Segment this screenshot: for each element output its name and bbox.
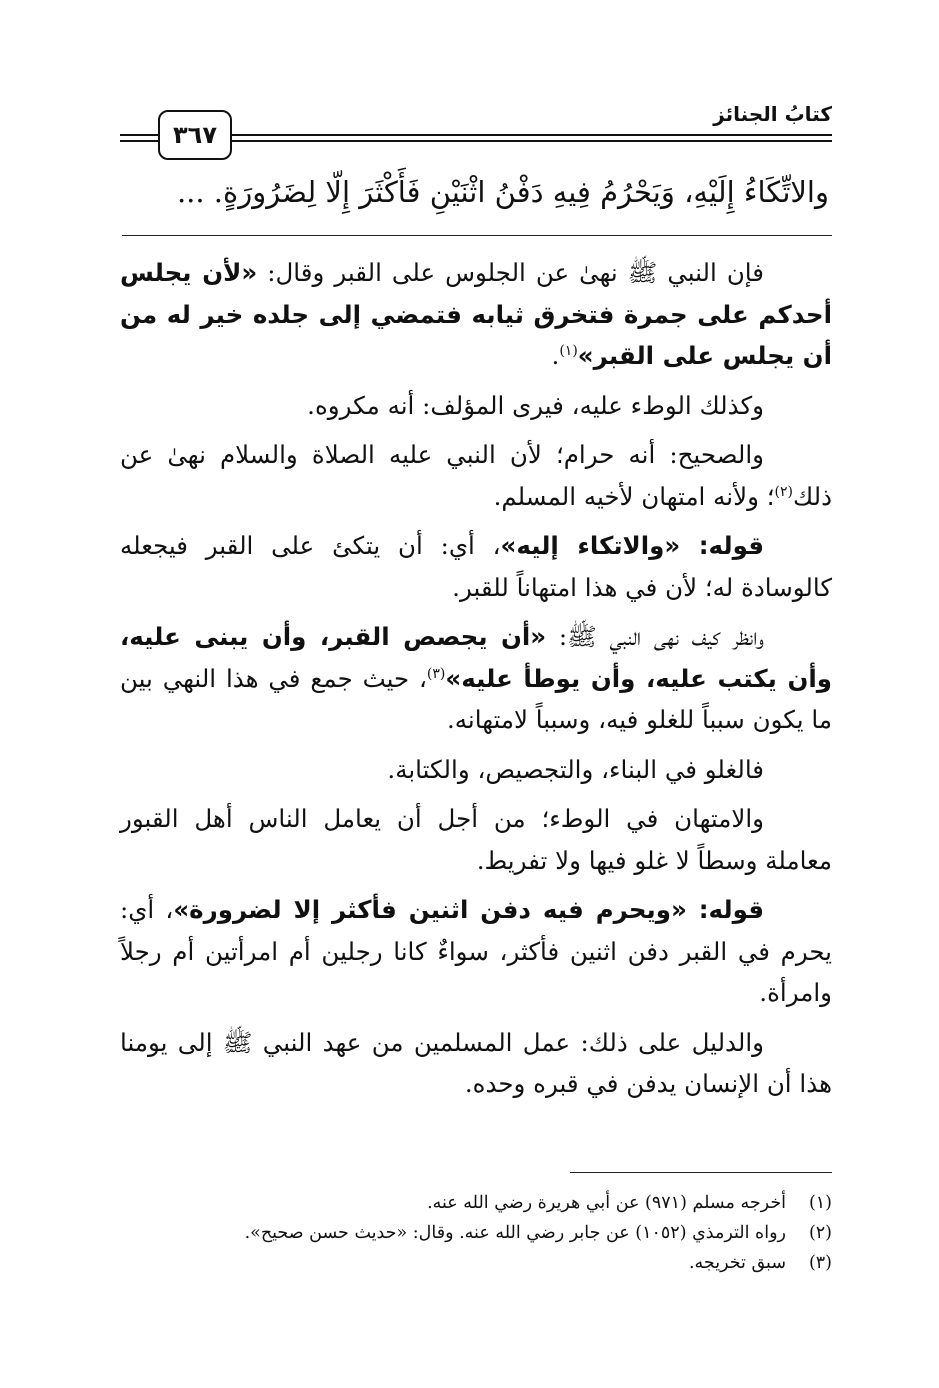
paragraph — [120, 798, 832, 881]
paragraph — [120, 1022, 832, 1105]
paragraph-text: . — [551, 341, 560, 370]
footnote — [120, 1248, 832, 1278]
matn-quote: «والاتكاء إليه» — [500, 531, 681, 560]
paragraph-text: وانظر كيف نهى النبي ﷺ: — [546, 622, 764, 651]
paragraph — [120, 434, 832, 517]
hadith-quote: «أن يجصص القبر، وأن يبنى عليه، وأن يكتب عليه، وأن يوطأ عليه» — [120, 622, 832, 693]
paragraph-text: ، حيث جمع في هذا النهي بين ما يكون سبباً للغلو فيه، وسبباً لامتهانه. — [120, 663, 832, 734]
footnote-divider — [570, 1172, 832, 1173]
footnote-number: (١) — [808, 1193, 832, 1213]
footnote-ref: (٣) — [426, 665, 446, 682]
paragraph-text: فالغلو في البناء، والتجصيص، والكتابة. — [387, 754, 764, 784]
footnote-number: (٣) — [808, 1253, 832, 1273]
matn-divider — [122, 235, 832, 236]
footnote-text: رواه الترمذي (١٠٥٢) عن جابر رضي الله عنه. وقال: «حديث حسن صحيح». — [244, 1223, 786, 1243]
book-title: كتابُ الجنائز — [713, 102, 832, 126]
paragraph-text: ؛ ولأنه امتهان لأخيه المسلم. — [493, 481, 775, 511]
qawluhu-label: قوله: — [680, 531, 765, 560]
paragraph — [120, 889, 832, 1014]
paragraph — [120, 749, 832, 791]
paragraph — [120, 385, 832, 427]
page-number: ٣٦٧ — [158, 110, 232, 160]
paragraph-text: فإن النبي ﷺ نهىٰ عن الجلوس على القبر وقال: — [257, 258, 764, 287]
footnote-number: (٢) — [808, 1223, 832, 1243]
matn-quote: «ويحرم فيه دفن اثنين فأكثر إلا لضرورة» — [173, 895, 687, 924]
footnotes — [120, 1188, 832, 1278]
paragraph — [120, 616, 832, 741]
footnote-ref: (١) — [559, 342, 578, 359]
paragraph-text: والصحيح: أنه حرام؛ لأن النبي عليه الصلاة والسلام نهىٰ عن ذلك — [120, 440, 832, 511]
page-header — [120, 100, 832, 160]
paragraph — [120, 252, 832, 377]
footnote — [120, 1218, 832, 1248]
footnote-text: سبق تخريجه. — [688, 1253, 786, 1273]
paragraph-text: ، أي: يحرم في القبر دفن اثنين فأكثر، سواءٌ كانا رجلين أم امرأتين أم رجلاً وامرأة. — [120, 895, 832, 1007]
commentary-body — [120, 252, 832, 1113]
paragraph — [120, 525, 832, 608]
footnote — [120, 1188, 832, 1218]
paragraph-text: والدليل على ذلك: عمل المسلمين من عهد النبي ﷺ إلى يومنا هذا أن الإنسان يدفن في قبره وحده. — [120, 1027, 832, 1098]
paragraph-text: ، أي: أن يتكئ على القبر فيجعله كالوسادة له؛ لأن في هذا امتهاناً للقبر. — [120, 531, 832, 602]
footnote-ref: (٢) — [774, 483, 793, 500]
footnote-text: أخرجه مسلم (٩٧١) عن أبي هريرة رضي الله عنه. — [427, 1193, 786, 1213]
hadith-quote: «لأن يجلس أحدكم على جمرة فتخرق ثيابه فتمضي إلى جلده خير له من أن يجلس على القبر» — [120, 258, 832, 370]
qawluhu-label: قوله: — [686, 895, 764, 924]
paragraph-text: والامتهان في الوطء؛ من أجل أن يعامل الناس أهل القبور معاملة وسطاً لا غلو فيها ولا تفريط. — [120, 804, 832, 875]
paragraph-text: وكذلك الوطء عليه، فيرى المؤلف: أنه مكروه. — [307, 390, 764, 420]
matn-text: والاتِّكَاءُ إِلَيْهِ، وَيَحْرُمُ فِيهِ دَفْنُ اثْنَيْنِ فَأَكْثَرَ إِلّا لِضَرُورَةٍ. ... — [176, 175, 829, 209]
